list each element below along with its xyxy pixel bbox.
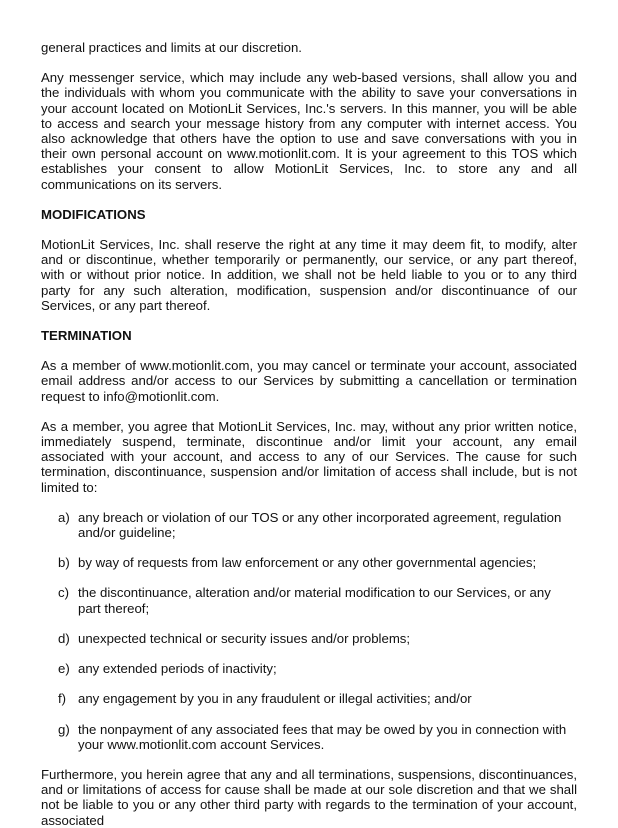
termination-heading: TERMINATION bbox=[41, 328, 132, 344]
list-item bbox=[41, 722, 577, 752]
termination-causes-list bbox=[41, 510, 577, 752]
list-item-text: any extended periods of inactivity; bbox=[78, 661, 277, 677]
closing-paragraph: Furthermore, you herein agree that any and all terminations, suspensions, discontinuances, and or limitations of access for cause shall be made at our sole discretion and that we shall not be liable to you or any other third party with regards to the termination of your account, associated bbox=[41, 766, 577, 828]
list-item bbox=[41, 555, 577, 570]
list-item-text: by way of requests from law enforcement or any other governmental agencies; bbox=[78, 555, 537, 571]
list-item bbox=[41, 585, 577, 615]
list-item-text: unexpected technical or security issues and/or problems; bbox=[78, 630, 411, 646]
modifications-paragraph: MotionLit Services, Inc. shall reserve the right at any time it may deem fit, to modify, alter and or discontinue, whether temporarily or permanently, our service, or any part thereof, with or without prior notice. In addition, we shall not be held liable to you or to any third party for any such alteration, modification, suspension and/or discontinuance of our Services, or any part thereof. bbox=[41, 237, 577, 313]
termination-paragraph-cancel: As a member of www.motionlit.com, you may cancel or terminate your account, associated email address and/or access to our Services by submitting a cancellation or termination request to info@motionlit.com. bbox=[41, 358, 577, 404]
list-item bbox=[41, 510, 577, 540]
list-item-marker: c) bbox=[58, 585, 69, 601]
list-item-marker: a) bbox=[58, 509, 70, 525]
messenger-paragraph: Any messenger service, which may include any web-based versions, shall allow you and the individuals with whom you communicate with the ability to save your conversations in your account located on MotionLit Services, Inc.'s servers. In this manner, you will be able to access and search your message history from any computer with internet access. You also acknowledge that others have the option to use and save conversations with you in their own personal account on www.motionlit.com. It is your agreement to this TOS which establishes your consent to allow MotionLit Services, Inc. to store any and all communications on its servers. bbox=[41, 70, 577, 192]
list-item-marker: f) bbox=[58, 691, 67, 707]
list-item-marker: b) bbox=[58, 555, 70, 571]
list-item-text: the nonpayment of any associated fees that may be owed by you in connection with your www.motionlit.com account Services. bbox=[78, 721, 567, 752]
modifications-heading: MODIFICATIONS bbox=[41, 206, 146, 222]
list-item-marker: g) bbox=[58, 721, 70, 737]
termination-paragraph-suspend: As a member, you agree that MotionLit Services, Inc. may, without any prior written notice, immediately suspend, terminate, discontinue and/or limit your account, any email associated with your account, and access to any of our Services. The cause for such termination, discontinuance, suspension and/or limitation of access shall include, but is not limited to: bbox=[41, 418, 577, 495]
list-item bbox=[41, 691, 577, 706]
document-page bbox=[41, 40, 577, 828]
list-item bbox=[41, 661, 577, 676]
list-item-text: any breach or violation of our TOS or any other incorporated agreement, regulation and/or guideline; bbox=[78, 509, 562, 541]
list-item bbox=[41, 631, 577, 646]
list-item-marker: e) bbox=[58, 661, 70, 677]
list-item-marker: d) bbox=[58, 630, 70, 646]
list-item-text: the discontinuance, alteration and/or material modification to our Services, or any part thereof; bbox=[78, 585, 551, 616]
intro-fragment: general practices and limits at our discretion. bbox=[41, 40, 302, 55]
list-item-text: any engagement by you in any fraudulent or illegal activities; and/or bbox=[78, 691, 472, 707]
